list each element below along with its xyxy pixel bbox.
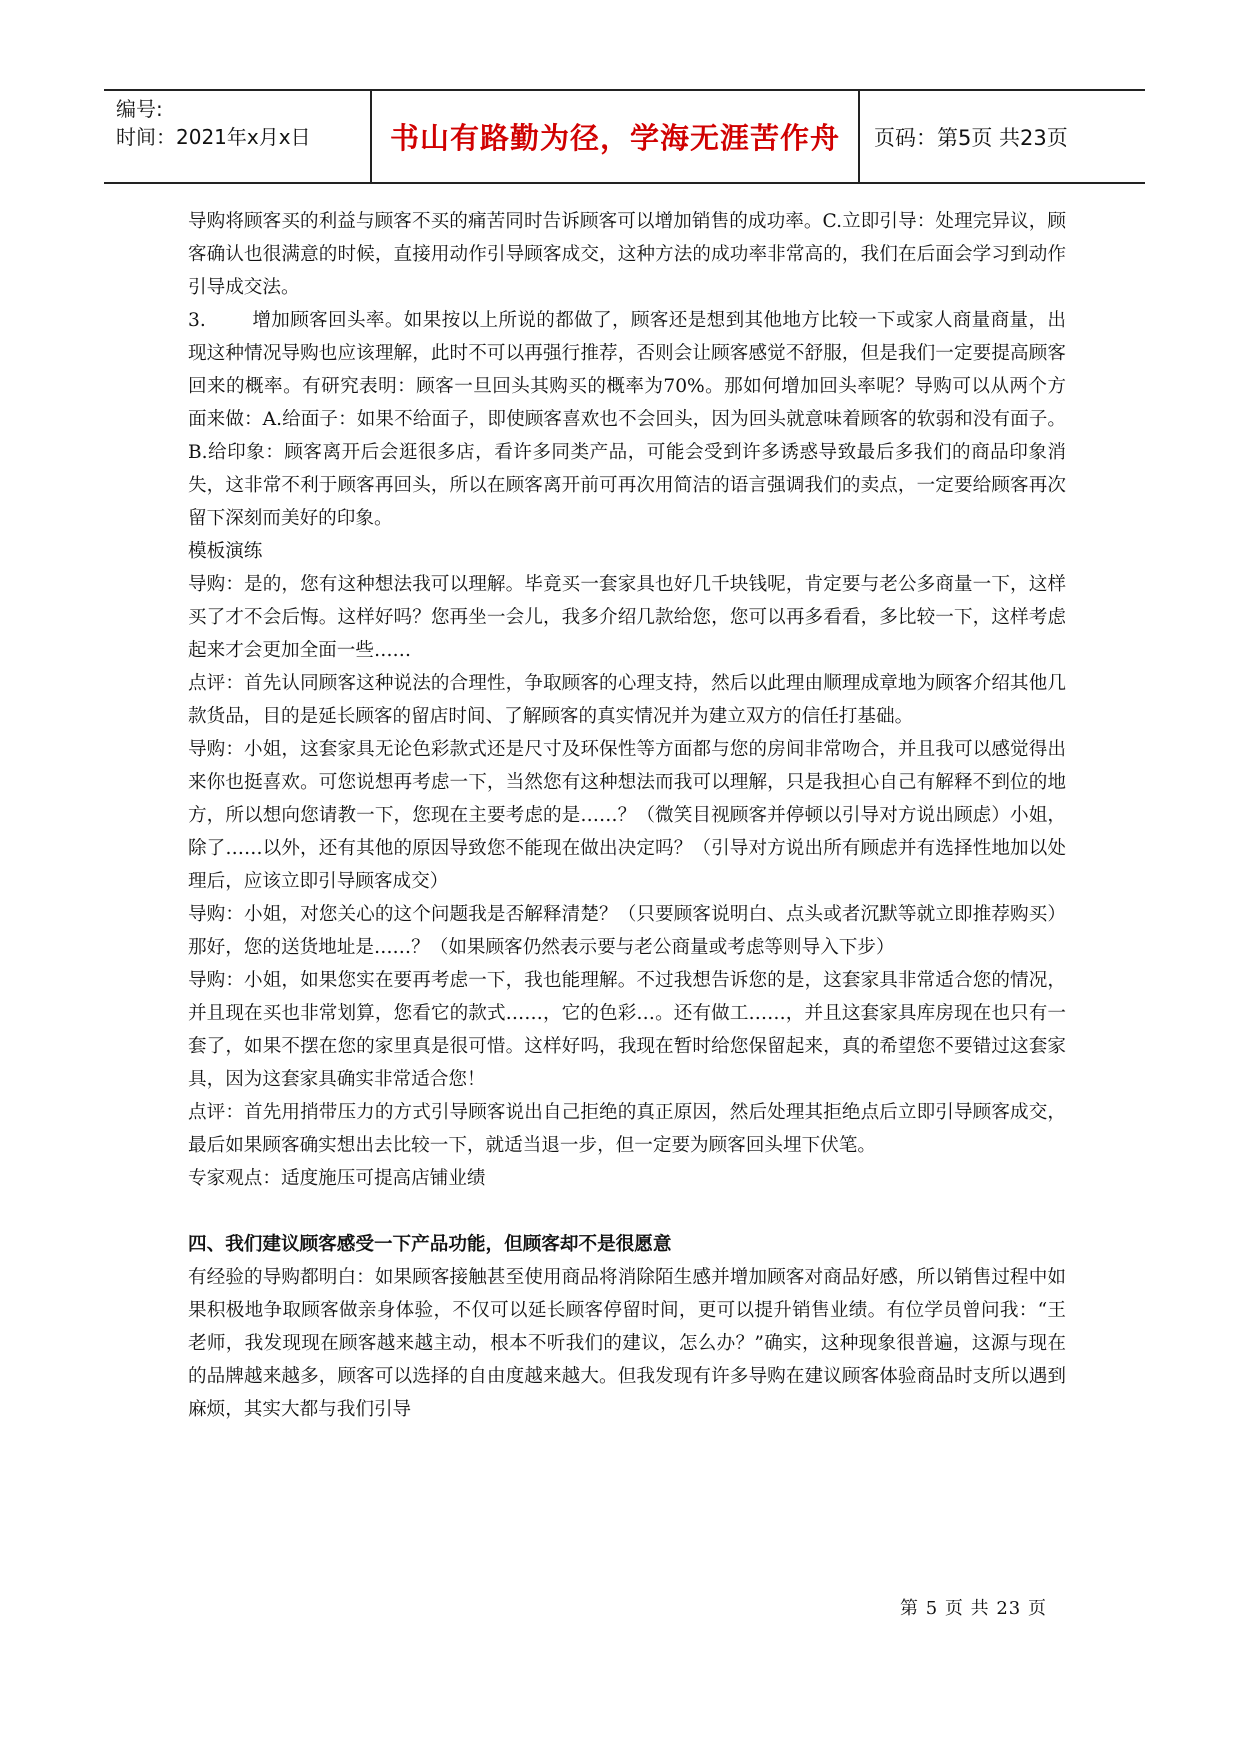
list-number: 3. <box>188 310 206 331</box>
section-label: 模板演练 <box>188 541 263 562</box>
paragraph: 有经验的导购都明白：如果顾客接触甚至使用商品将消除陌生感并增加顾客对商品好感，所以销售过程中如果积极地争取顾客做亲身体验，不仅可以延长顾客停留时间，更可以提升销售业绩。有位学员曾问我：“王老师，我发现现在顾客越来越主动，根本不听我们的建议，怎么办？”确实，这种现象很普遍，这源与现在的品牌越来越多，顾客可以选择的自由度越来越大。但我发现有许多导购在建议顾客体验商品时支所以遇到麻烦，其实大都与我们引导 <box>188 1267 1066 1420</box>
paragraph: 点评：首先认同顾客这种说法的合理性，争取顾客的心理支持，然后以此理由顺理成章地为顾客介绍其他几款货品，目的是延长顾客的留店时间、了解顾客的真实情况并为建立双方的信任打基础。 <box>188 673 1066 727</box>
numbered-paragraph <box>188 304 1066 535</box>
document-number-label: 编号: <box>116 97 163 121</box>
page-header <box>104 89 1145 184</box>
paragraph: 导购：是的，您有这种想法我可以理解。毕竟买一套家具也好几千块钱呢，肯定要与老公多商量一下，这样买了才不会后悔。这样好吗？您再坐一会儿，我多介绍几款给您，您可以再多看看，多比较一下，这样考虑起来才会更加全面一些…… <box>188 574 1066 661</box>
document-body <box>188 205 1066 1426</box>
header-meta <box>104 91 370 182</box>
header-page-info: 页码：第5页 共23页 <box>874 125 1068 150</box>
paragraph: 导购：小姐，如果您实在要再考虑一下，我也能理解。不过我想告诉您的是，这套家具非常适合您的情况，并且现在买也非常划算，您看它的款式……，它的色彩…。还有做工……，并且这套家具库房现在也只有一套了，如果不摆在您的家里真是很可惜。这样好吗，我现在暂时给您保留起来，真的希望您不要错过这套家具，因为这套家具确实非常适合您！ <box>188 970 1066 1090</box>
section-heading: 四、我们建议顾客感受一下产品功能，但顾客却不是很愿意 <box>188 1234 672 1255</box>
paragraph: 导购：小姐，这套家具无论色彩款式还是尺寸及环保性等方面都与您的房间非常吻合，并且我可以感觉得出来你也挺喜欢。可您说想再考虑一下，当然您有这种想法而我可以理解，只是我担心自己有解释不到位的地方，所以想向您请教一下，您现在主要考虑的是……？（微笑目视顾客并停顿以引导对方说出顾虑）小姐，除了……以外，还有其他的原因导致您不能现在做出决定吗？（引导对方说出所有顾虑并有选择性地加以处理后，应该立即引导顾客成交） <box>188 739 1066 892</box>
paragraph-text: 增加顾客回头率。如果按以上所说的都做了，顾客还是想到其他地方比较一下或家人商量商量，出现这种情况导购也应该理解，此时不可以再强行推荐，否则会让顾客感觉不舒服，但是我们一定要提高顾客回来的概率。有研究表明：顾客一旦回头其购买的概率为70%。那如何增加回头率呢？导购可以从两个方面来做：A.给面子：如果不给面子，即使顾客喜欢也不会回头，因为回头就意味着顾客的软弱和没有面子。B.给印象：顾客离开后会逛很多店，看许多同类产品，可能会受到许多诱惑导致最后多我们的商品印象消失，这非常不利于顾客再回头，所以在顾客离开前可再次用简洁的语言强调我们的卖点，一定要给顾客再次留下深刻而美好的印象。 <box>188 310 1066 529</box>
page-footer: 第 5 页 共 23 页 <box>900 1598 1047 1619</box>
document-time-label: 时间：2021年x月x日 <box>116 125 311 149</box>
header-motto: 书山有路勤为径，学海无涯苦作舟 <box>389 121 840 155</box>
paragraph: 导购：小姐，对您关心的这个问题我是否解释清楚？（只要顾客说明白、点头或者沉默等就立即推荐购买）那好，您的送货地址是……？（如果顾客仍然表示要与老公商量或考虑等则导入下步） <box>188 904 1066 958</box>
header-motto-cell <box>370 91 860 182</box>
expert-view: 专家观点：适度施压可提高店铺业绩 <box>188 1168 486 1189</box>
paragraph: 点评：首先用捎带压力的方式引导顾客说出自己拒绝的真正原因，然后处理其拒绝点后立即引导顾客成交，最后如果顾客确实想出去比较一下，就适当退一步，但一定要为顾客回头埋下伏笔。 <box>188 1102 1066 1156</box>
paragraph: 导购将顾客买的利益与顾客不买的痛苦同时告诉顾客可以增加销售的成功率。C.立即引导：处理完异议，顾客确认也很满意的时候，直接用动作引导顾客成交，这种方法的成功率非常高的，我们在后面会学习到动作引导成交法。 <box>188 211 1066 298</box>
